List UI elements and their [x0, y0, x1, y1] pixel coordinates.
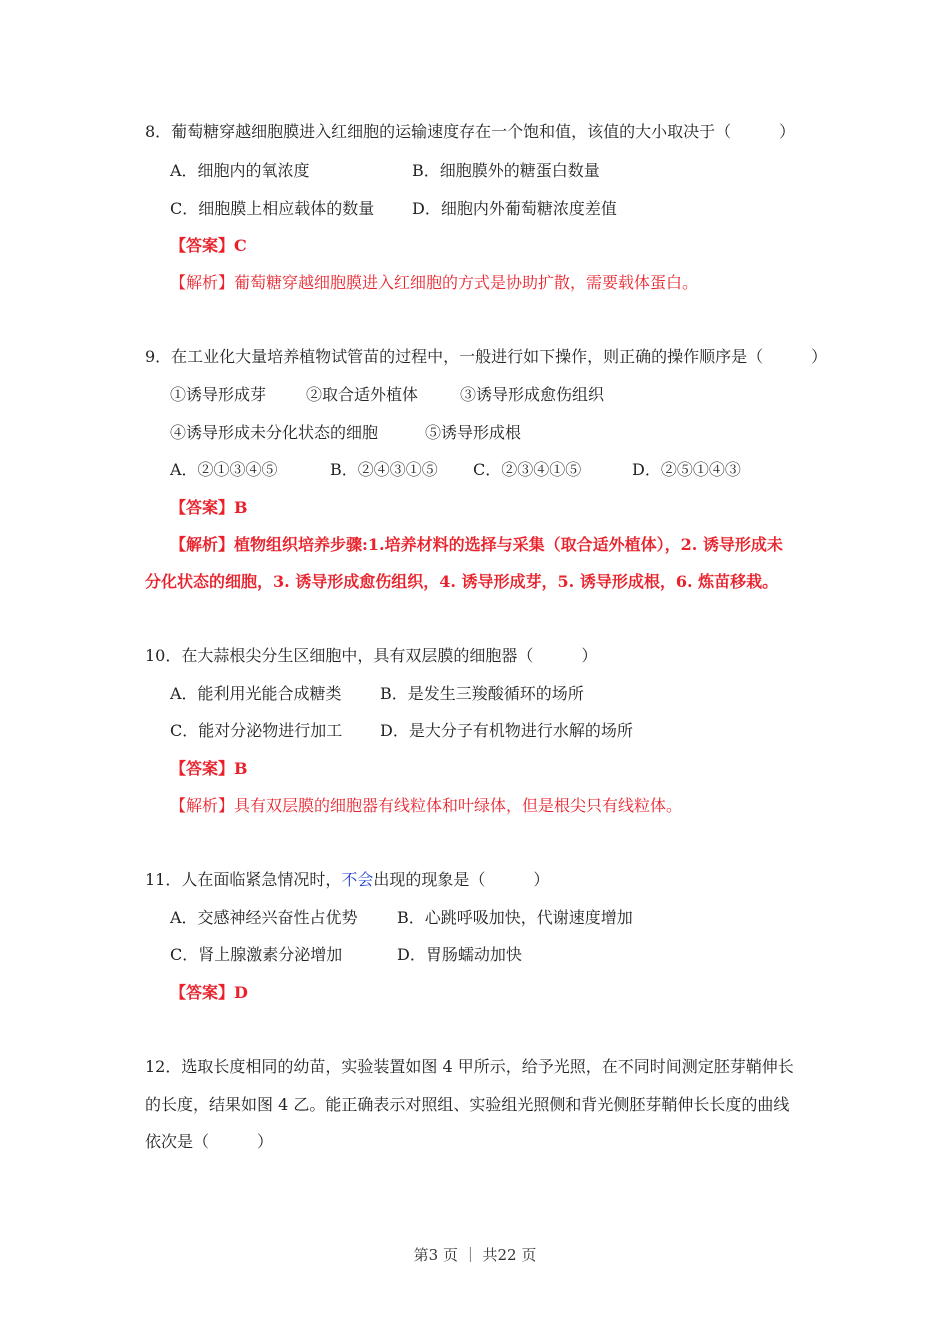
q11-option-c: C．肾上腺激素分泌增加	[170, 945, 343, 964]
q9-step-5: ⑤诱导形成根	[425, 423, 522, 442]
q11-stem	[145, 870, 549, 890]
q12-stem-line-1: 12．选取长度相同的幼苗，实验装置如图 4 甲所示，给予光照，在不同时间测定胚芽鞘伸长	[145, 1057, 794, 1076]
q10-option-d: D．是大分子有机物进行水解的场所	[380, 721, 633, 740]
q9-option-d: D．②⑤①④③	[632, 460, 741, 479]
q10-analysis: 【解析】具有双层膜的细胞器有线粒体和叶绿体，但是根尖只有线粒体。	[170, 796, 683, 815]
q9-answer: 【答案】B	[170, 498, 248, 517]
q9-step-1: ①诱导形成芽	[170, 385, 267, 404]
q8-option-b: B．细胞膜外的糖蛋白数量	[412, 161, 600, 180]
q9-stem: 9．在工业化大量培养植物试管苗的过程中，一般进行如下操作，则正确的操作顺序是（ ）	[145, 347, 828, 366]
q10-option-a: A．能利用光能合成糖类	[170, 684, 342, 703]
page-footer: 第3 页 ｜ 共22 页	[413, 1246, 537, 1264]
q11-stem-post: 出现的现象是（ ）	[373, 870, 550, 889]
q11-stem-pre: 11．人在面临紧急情况时，	[145, 870, 342, 889]
q9-step-4: ④诱导形成未分化状态的细胞	[170, 423, 379, 442]
q11-stem-emphasis: 不会	[341, 870, 374, 889]
q12-stem-line-2: 的长度，结果如图 4 乙。能正确表示对照组、实验组光照侧和背光侧胚芽鞘伸长长度的曲线	[145, 1095, 790, 1114]
q9-analysis-line-2: 分化状态的细胞，3. 诱导形成愈伤组织，4. 诱导形成芽，5. 诱导形成根，6. 炼苗移栽。	[145, 572, 779, 591]
q8-analysis: 【解析】葡萄糖穿越细胞膜进入红细胞的方式是协助扩散，需要载体蛋白。	[170, 273, 699, 292]
q9-step-3: ③诱导形成愈伤组织	[460, 385, 605, 404]
q8-answer: 【答案】C	[170, 236, 247, 255]
q11-option-b: B．心跳呼吸加快，代谢速度增加	[397, 908, 633, 927]
q8-option-c: C．细胞膜上相应载体的数量	[170, 199, 375, 218]
q11-option-a: A．交感神经兴奋性占优势	[170, 908, 358, 927]
q10-option-b: B．是发生三羧酸循环的场所	[380, 684, 584, 703]
q9-option-c: C．②③④①⑤	[473, 460, 582, 479]
q10-stem: 10．在大蒜根尖分生区细胞中，具有双层膜的细胞器（ ）	[145, 646, 598, 665]
q10-option-c: C．能对分泌物进行加工	[170, 721, 343, 740]
q11-answer: 【答案】D	[170, 983, 248, 1002]
q9-step-2: ②取合适外植体	[306, 385, 419, 404]
q8-stem: 8．葡萄糖穿越细胞膜进入红细胞的运输速度存在一个饱和值，该值的大小取决于（ ）	[145, 122, 796, 141]
q9-analysis-line-1: 【解析】植物组织培养步骤:1.培养材料的选择与采集（取合适外植体），2. 诱导形成未	[170, 535, 783, 554]
q11-option-d: D．胃肠蠕动加快	[397, 945, 522, 964]
q8-option-d: D．细胞内外葡萄糖浓度差值	[412, 199, 617, 218]
q8-option-a: A．细胞内的氧浓度	[170, 161, 310, 180]
q12-stem-line-3: 依次是（ ）	[145, 1132, 274, 1151]
q10-answer: 【答案】B	[170, 759, 248, 778]
q9-option-a: A．②①③④⑤	[170, 460, 278, 479]
q9-option-b: B．②④③①⑤	[330, 460, 438, 479]
